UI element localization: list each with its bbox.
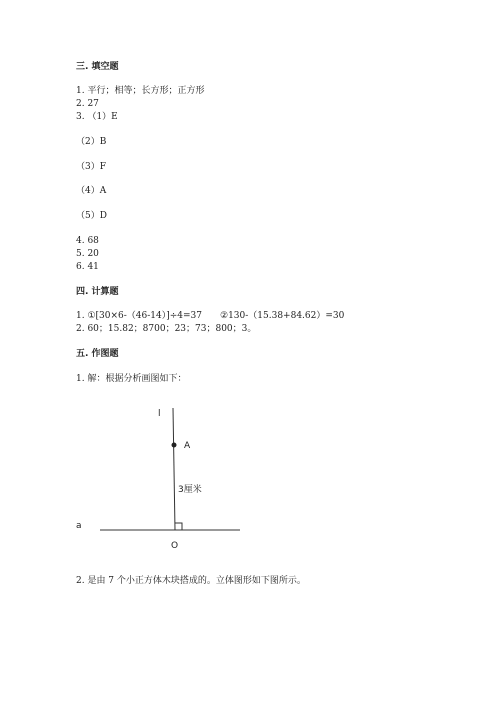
answer-3-3-5: （5）D bbox=[76, 211, 107, 221]
point-a bbox=[172, 443, 177, 448]
section-3-title: 三. 填空题 bbox=[76, 62, 119, 72]
section-5-title: 五. 作图题 bbox=[76, 349, 119, 359]
answer-3-4: 4. 68 bbox=[76, 236, 99, 246]
answer-3-3-3: （3）F bbox=[76, 162, 106, 172]
answer-5-1: 1. 解：根据分析画图如下： bbox=[76, 374, 187, 384]
figure-svg bbox=[70, 400, 250, 560]
answer-3-3-1: 3. （1）E bbox=[76, 112, 118, 122]
right-angle-mark bbox=[175, 523, 182, 530]
line-l bbox=[173, 408, 175, 530]
answer-3-5: 5. 20 bbox=[76, 249, 99, 259]
construction-figure bbox=[70, 400, 250, 560]
label-a: a bbox=[76, 521, 82, 531]
label-distance: 3厘米 bbox=[178, 485, 202, 495]
label-O: O bbox=[171, 541, 179, 551]
answer-3-2: 2. 27 bbox=[76, 99, 99, 109]
answer-4-2: 2. 60；15.82；8700；23；73；800；3。 bbox=[76, 324, 257, 334]
answer-4-1: 1. ①[30×6-（46-14）]÷4=37 ②130-（15.38+84.62）=30 bbox=[76, 311, 345, 321]
answer-3-3-2: （2）B bbox=[76, 137, 107, 147]
section-4-title: 四. 计算题 bbox=[76, 287, 119, 297]
answer-3-3-4: （4）A bbox=[76, 186, 107, 196]
answer-3-6: 6. 41 bbox=[76, 262, 99, 272]
answer-3-1: 1. 平行；相等；长方形；正方形 bbox=[76, 86, 205, 96]
answer-5-2: 2. 是由 7 个小正方体木块搭成的。立体图形如下图所示。 bbox=[76, 576, 306, 586]
label-A: A bbox=[184, 441, 191, 451]
label-l: l bbox=[158, 409, 161, 419]
